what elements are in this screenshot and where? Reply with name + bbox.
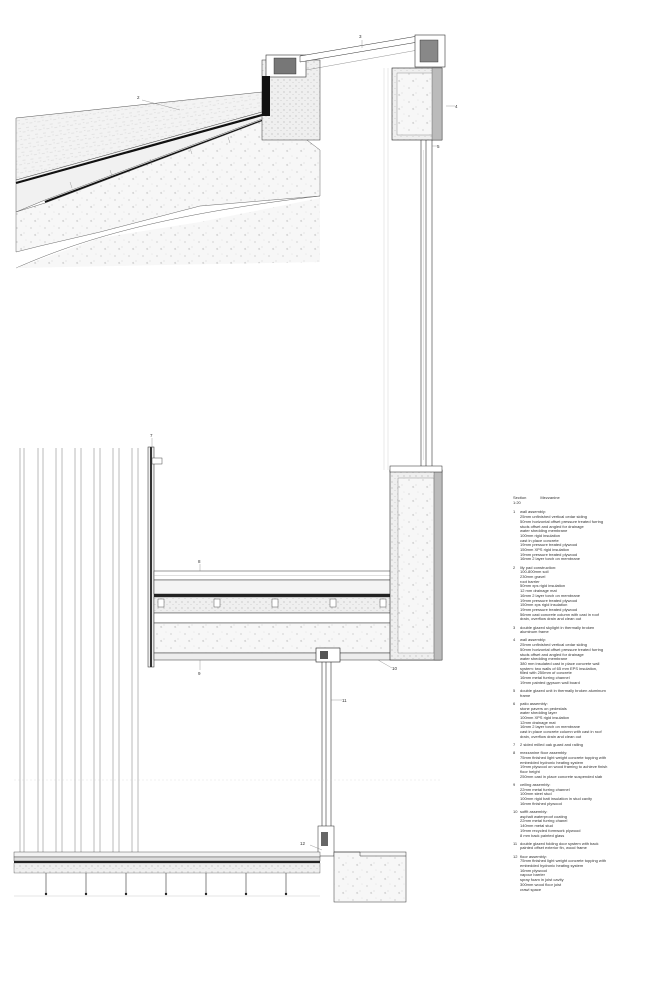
legend-entry (513, 743, 641, 748)
legend-entry-line: 16mm 2 layer torch on membrane (520, 556, 581, 562)
folding-door (318, 662, 334, 856)
legend-entry-line: cast in place concrete (520, 537, 559, 543)
legend-entry-line: embedded hydronic heating system (520, 759, 584, 765)
legend-entry-line: filled with 250mm of concrete (520, 670, 572, 676)
legend-entry-title: double glazed unit in thermally broken aluminum (520, 688, 606, 694)
legend-entry-line: stone pavers on pedestals (520, 705, 567, 711)
legend-entry-line: vapour barrier (520, 872, 545, 878)
legend-entry-number: 1 (513, 509, 516, 515)
legend-entry (513, 842, 641, 851)
legend-entry-line: drain, overflow drain and clean out (520, 733, 582, 739)
legend-entry-line: studs offset and angled for drainage (520, 523, 584, 529)
callout-11: 11 (342, 698, 347, 703)
legend-entry-title: double glazed skylight in thermally broken (520, 624, 595, 630)
legend-entry-body (520, 626, 641, 635)
legend-entry-number: 6 (513, 700, 516, 706)
legend-entry (513, 510, 641, 562)
legend-entry-line: 8 mm back painted glass (520, 832, 565, 838)
legend-entry-line: 56mm cast concrete column with cast in roof (520, 611, 599, 617)
legend-entry-line: 19mm recycled formwork plywood (520, 827, 581, 833)
legend-entry-line: frame (520, 692, 531, 698)
legend-entry-line: 50mm horizontal offset pressure treated furring (520, 518, 604, 524)
legend-entry-body (520, 743, 641, 748)
legend-entry-title: floor assembly: (520, 853, 547, 859)
legend-entry-line: 250mm cast in place concrete suspended slab (520, 773, 603, 779)
legend-entries (513, 510, 641, 892)
callout-3: 3 (359, 34, 362, 39)
legend-entry (513, 855, 641, 893)
legend-entry-line: 380 mm insulated cast in place concrete wall (520, 661, 600, 666)
legend-entry-line: 100mm steel stud (520, 791, 552, 797)
legend-entry-body (520, 751, 641, 779)
legend (513, 496, 641, 896)
legend-entry-body (520, 842, 641, 851)
callout-9: 9 (198, 671, 201, 676)
legend-entry-line: drain, overflow drain and clean out (520, 616, 582, 622)
legend-entry-line: root barrier (520, 578, 540, 584)
section-label: Section (513, 495, 527, 500)
legend-entry-number: 2 (513, 564, 516, 570)
ground-floor (14, 780, 440, 902)
callout-5: 5 (437, 144, 440, 149)
legend-entry-line: 16mm 2 layer torch on membrane (520, 592, 581, 598)
legend-entry (513, 638, 641, 685)
legend-entry-number: 8 (513, 750, 516, 756)
legend-entry-number: 10 (513, 808, 518, 814)
legend-entry-line: 150mm xps rigid insulation (520, 602, 568, 608)
legend-entry-body (520, 638, 641, 685)
legend-entry-number: 7 (513, 742, 516, 748)
legend-entry-title: soffit assembly: (520, 808, 548, 814)
legend-entry-line: 150mm XPS rigid insulation (520, 547, 570, 553)
legend-entry-body (520, 855, 641, 893)
legend-entry (513, 566, 641, 622)
legend-entry-line: water shedding membrane (520, 528, 568, 534)
legend-entry-line: floor height (520, 769, 540, 775)
legend-entry-title: 2 sided milled oak guard and railing (520, 742, 583, 748)
legend-entry-line: studs offset and angled for drainage (520, 651, 584, 657)
legend-entry-line: 19mm painted gypsum wall board (520, 679, 580, 685)
legend-entry-line: 12mm drainage mat (520, 719, 556, 725)
legend-entry-body (520, 510, 641, 562)
lower-wall (390, 466, 442, 660)
legend-entry-line: 16mm finished plywood (520, 800, 562, 806)
legend-entry-body (520, 810, 641, 838)
legend-entry-line: 100mm rigid batt insulation in stud cavity (520, 796, 593, 802)
legend-entry-line: 300mm wood floor joist (520, 881, 562, 887)
legend-entry-title: double glazed folding door system with back (520, 840, 599, 846)
legend-entry-line: water shedding layer (520, 710, 557, 716)
legend-entry (513, 810, 641, 838)
legend-entry-number: 4 (513, 637, 516, 643)
legend-entry (513, 689, 641, 698)
legend-entry-line: 19mm pressure treated plywood (520, 542, 578, 548)
legend-entry-line: 16mm metal furring channel (520, 675, 570, 681)
legend-entry-line: painted offset exterior fin, wood frame (520, 845, 587, 851)
callout-4: 4 (455, 104, 458, 109)
legend-entry-line: 19mm plywood on wood framing to achieve finish (520, 764, 608, 770)
legend-entry-line: 100mm XPS rigid insulation (520, 715, 570, 721)
legend-entry-line: system: two walls of 65 mm EPS insulation, (520, 665, 598, 671)
legend-entry-line: water shedding membrane (520, 656, 568, 662)
legend-entry-body (520, 783, 641, 807)
legend-entry-line: 19mm pressure treated plywood (520, 551, 578, 557)
legend-entry-number: 11 (513, 840, 518, 846)
legend-entry-line: 50mm xps rigid insulation (520, 583, 566, 589)
legend-entry-number: 3 (513, 624, 516, 630)
legend-entry-title: wall assembly: (520, 637, 547, 643)
legend-entry-title: lily pad construction: (520, 564, 557, 570)
legend-entry-number: 9 (513, 781, 516, 787)
legend-entry (513, 783, 641, 807)
upper-wall (384, 68, 442, 470)
legend-entry-line: 75mm finished light weight concrete topping with (520, 858, 607, 864)
legend-entry-line: 16mm plywood (520, 867, 547, 873)
legend-entry-line: 19mm pressure treated plywood (520, 597, 578, 603)
legend-entry-title: mezzanine floor assembly: (520, 750, 568, 756)
legend-entry-line: 22mm metal furring chanel (520, 818, 568, 824)
callout-10: 10 (392, 666, 398, 671)
legend-entry-body (520, 689, 641, 698)
legend-entry-title: wall assembly: (520, 509, 547, 515)
legend-entry-line: 50mm horizontal offset pressure treated furring (520, 646, 604, 652)
section-name: Mezzanine (540, 495, 560, 500)
legend-entry-number: 12 (513, 853, 518, 859)
legend-entry-line: embedded hydronic heating system (520, 863, 584, 869)
scale-label: 1:20 (513, 499, 521, 505)
callout-7: 7 (150, 433, 153, 438)
legend-entry (513, 751, 641, 779)
legend-entry-line: 16mm 2 layer torch on membrane (520, 724, 581, 730)
legend-entry-number: 5 (513, 688, 516, 694)
skylight (300, 35, 445, 70)
legend-entry-line: 100-800mm soil (520, 569, 549, 575)
legend-entry-line: crawl space (520, 886, 542, 892)
legend-entry-line: 100mm rigid insulation (520, 532, 561, 538)
legend-entry-line: 25mm unfinished vertical cedar siding (520, 514, 587, 520)
legend-entry-body (520, 702, 641, 740)
legend-entry-line: 25mm unfinished vertical cedar siding (520, 642, 587, 648)
legend-entry-line: aluminum frame (520, 629, 549, 635)
callout-8: 8 (198, 559, 201, 564)
callout-2: 2 (137, 95, 140, 100)
legend-entry (513, 626, 641, 635)
legend-entry-line: 22mm metal furring channel (520, 786, 570, 792)
legend-entry-line: spray foam in joist cavity (520, 877, 564, 883)
legend-entry-line: asphalt waterproof coating (520, 813, 567, 819)
legend-entry-line: cast in place concrete column with cast in roof (520, 729, 602, 735)
legend-entry-line: 19mm pressure treated plywood (520, 606, 578, 612)
legend-entry-body (520, 566, 641, 622)
legend-entry-title: patio assembly: (520, 700, 548, 706)
legend-entry-line: 75mm finished light weight concrete topping with (520, 754, 607, 760)
guard-slats (20, 448, 138, 860)
legend-entry-line: 140mm metal stud (520, 823, 553, 829)
legend-entry-line: 230mm gravel (520, 574, 546, 580)
callout-12: 12 (300, 841, 306, 846)
legend-entry (513, 702, 641, 740)
lily-pad-roof (16, 55, 320, 268)
legend-entry-line: 12 mm drainage mat (520, 588, 557, 594)
legend-entry-title: ceiling assembly: (520, 781, 551, 787)
